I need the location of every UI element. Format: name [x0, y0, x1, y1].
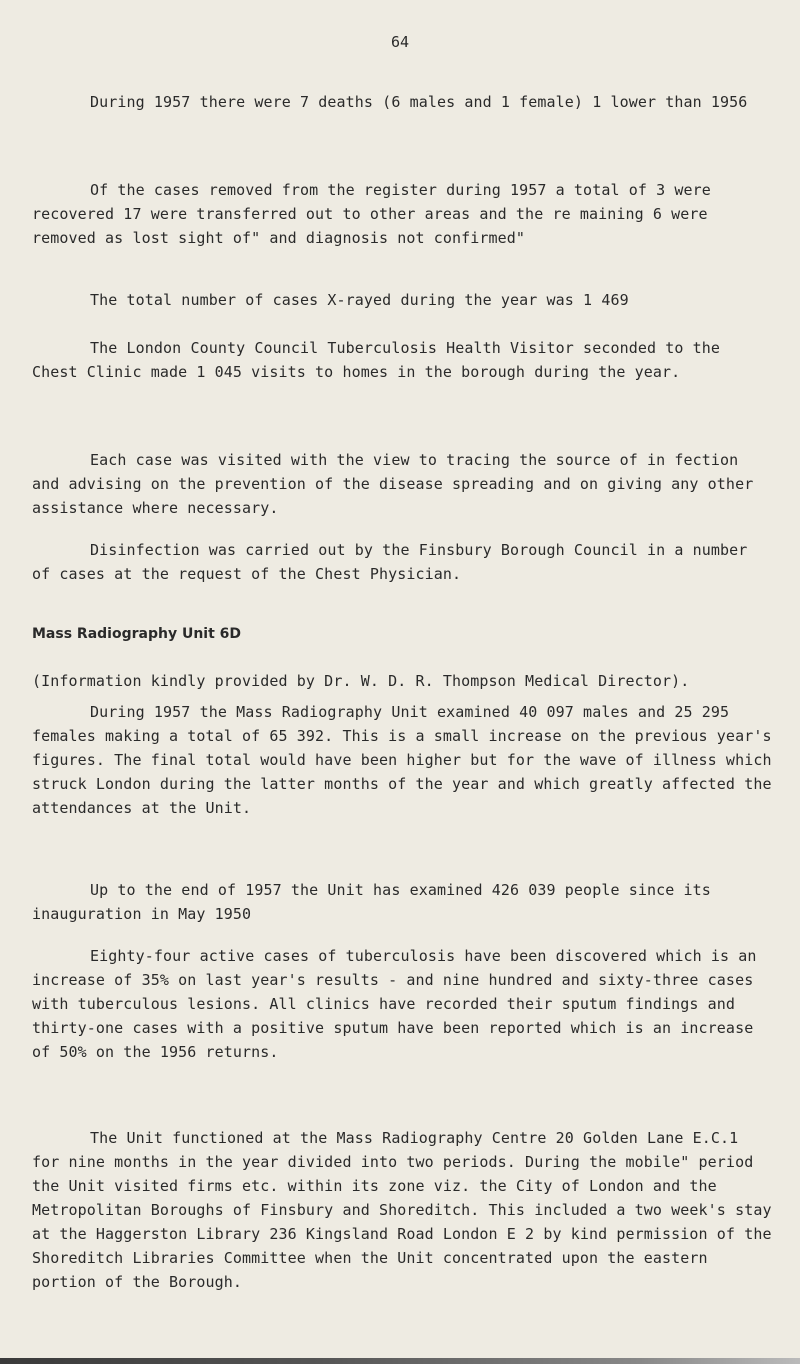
paragraph-total-since-inauguration: Up to the end of 1957 the Unit has examined 426 039 people since its inauguration in May 1950: [32, 881, 711, 923]
paragraph-deaths: During 1957 there were 7 deaths (6 males and 1 female) 1 lower than 1956: [90, 93, 748, 111]
paragraph-active-cases: Eighty-four active cases of tuberculosis have been discovered which is an increase of 35% on last year's results - and nine hundred and sixty-three cases with tuberculous lesions. All clinics have recorded their sputum findings and thirty-one cases with a positive sputum have been reported which is an increase of 50% on the 1956 returns.: [32, 947, 757, 1061]
page-number: 64: [390, 33, 410, 51]
paragraph-unit-functioning: The Unit functioned at the Mass Radiography Centre 20 Golden Lane E.C.1 for nine months in the year divided into two periods. During the mobile" period the Unit visited firms etc. within its zone viz. the City of London and the Metropolitan Boroughs of Finsbury and Shoreditch. This included a two week's stay at the Haggerston Library 236 Kingsland Road London E 2 by kind permission of the Shoreditch Libraries Committee when the Unit concentrated upon the eastern portion of the Borough.: [32, 1129, 772, 1291]
paragraph-information-source: (Information kindly provided by Dr. W. D. R. Thompson Medical Director).: [32, 672, 690, 690]
paragraph-xrayed-total: The total number of cases X-rayed during the year was 1 469: [90, 291, 629, 309]
paragraph-case-visits: Each case was visited with the view to tracing the source of in fection and advising on the prevention of the disease spreading and on giving any other assistance where necessary.: [32, 451, 754, 517]
paragraph-disinfection: Disinfection was carried out by the Finsbury Borough Council in a number of cases at the request of the Chest Physician.: [32, 541, 748, 583]
paragraph-health-visitor: The London County Council Tuberculosis Health Visitor seconded to the Chest Clinic made 1 045 visits to homes in the borough during the year.: [32, 339, 721, 381]
paragraph-removed-cases: Of the cases removed from the register during 1957 a total of 3 were recovered 17 were transferred out to other areas and the re maining 6 were removed as lost sight of" and diagnosis not confirmed": [32, 181, 711, 247]
page-bottom-edge: [0, 1358, 800, 1364]
section-heading-mass-radiography: Mass Radiography Unit 6D: [32, 626, 242, 642]
paragraph-examinations-1957: During 1957 the Mass Radiography Unit examined 40 097 males and 25 295 females making a total of 65 392. This is a small increase on the previous year's figures. The final total would have been higher but for the wave of illness which struck London during the latter months of the year and which greatly affected the attendances at the Unit.: [32, 703, 772, 817]
